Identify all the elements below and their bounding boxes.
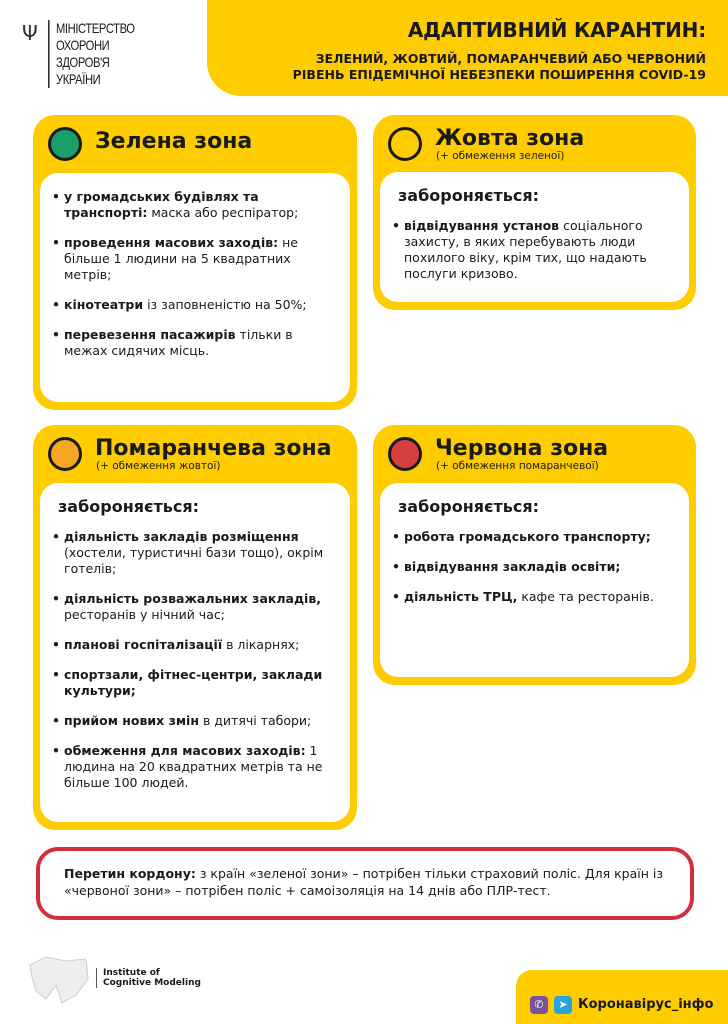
list-item (64, 529, 332, 577)
zone-body (380, 172, 689, 302)
list-item (404, 529, 671, 545)
page-title: АДАПТИВНИЙ КАРАНТИН: (407, 18, 706, 42)
orange-circle-icon (48, 437, 82, 471)
green-zone-card (33, 115, 357, 410)
list-item (404, 589, 671, 605)
item-bold: проведення масових заходів: (64, 235, 279, 250)
red-circle-icon (388, 437, 422, 471)
item-text: не більше 1 людини на 5 квадратних метрів; (64, 235, 298, 282)
item-bold: планові госпіталізації (64, 637, 223, 652)
border-crossing-note (36, 847, 694, 920)
footer-channel[interactable] (516, 970, 728, 1024)
list-item (64, 327, 332, 359)
item-bold: кінотеатри (64, 297, 144, 312)
channel-label: Коронавірус_інфо (578, 997, 714, 1012)
page-subtitle (207, 51, 706, 83)
zone-title: Зелена зона (95, 129, 253, 154)
list-item (64, 743, 332, 791)
item-text: ресторанів у нічний час; (64, 607, 225, 622)
list-item (64, 637, 332, 653)
list-item (404, 218, 671, 282)
item-bold: спортзали, фітнес-центри, заклади культури; (64, 667, 323, 698)
institute-line: Institute of (103, 968, 160, 978)
institute-line: Cognitive Modeling (103, 978, 201, 988)
item-text: із заповненістю на 50%; (143, 297, 307, 312)
item-bold: відвідування закладів освіти; (404, 559, 621, 574)
institute-logo-icon (26, 955, 92, 1005)
note-label: Перетин кордону: (64, 866, 196, 881)
item-bold: прийом нових змін (64, 713, 199, 728)
item-bold: діяльність розважальних закладів, (64, 591, 321, 606)
yellow-circle-icon (388, 127, 422, 161)
ministry-line: ЗДОРОВ'Я (56, 54, 110, 70)
ministry-logo (22, 20, 156, 88)
item-bold: відвідування установ (404, 218, 560, 233)
telegram-icon[interactable]: ➤ (554, 996, 572, 1014)
viber-icon[interactable]: ✆ (530, 996, 548, 1014)
item-text: в дитячі табори; (198, 713, 312, 728)
forbidden-label: забороняється: (398, 186, 540, 205)
orange-zone-card (33, 425, 357, 830)
subtitle-line: ЗЕЛЕНИЙ, ЖОВТИЙ, ПОМАРАНЧЕВИЙ АБО ЧЕРВОНИЙ (315, 51, 706, 66)
list-item (64, 297, 332, 313)
item-text: тільки в межах сидячих місць. (64, 327, 293, 358)
list-item (64, 713, 332, 729)
zone-title: Жовта зона (435, 126, 585, 151)
zone-subtitle: (+ обмеження помаранчевої) (436, 460, 599, 472)
ministry-line: УКРАЇНИ (56, 71, 101, 87)
green-circle-icon (48, 127, 82, 161)
list-item (64, 667, 332, 699)
item-text: в лікарнях; (222, 637, 300, 652)
zone-title: Червона зона (435, 436, 609, 461)
zone-body (40, 173, 350, 402)
forbidden-label: забороняється: (398, 497, 540, 516)
ministry-line: МІНІСТЕРСТВО (56, 20, 135, 36)
item-bold: обмеження для масових заходів: (64, 743, 306, 758)
header-banner (207, 0, 728, 96)
zone-body (40, 483, 350, 822)
item-bold: діяльність ТРЦ, (404, 589, 518, 604)
item-text: соціального захисту, в яких перебувають люди похилого віку, крім тих, що надають послуги кризово. (404, 218, 647, 281)
zone-body (380, 483, 689, 677)
list-item (64, 189, 332, 221)
item-bold: діяльність закладів розміщення (64, 529, 299, 544)
item-text: 1 людина на 20 квадратних метрів та не більше 100 людей. (64, 743, 323, 790)
list-item (64, 591, 332, 623)
note-text: з країн «зеленої зони» – потрібен тільки страховий поліс. Для країн із «червоної зони» – потрібен поліс + самоізоляція на 14 днів або ПЛР-тест. (64, 866, 663, 898)
item-text: (хостели, туристичні бази тощо), окрім готелів; (64, 545, 324, 576)
zone-subtitle: (+ обмеження зеленої) (436, 150, 565, 162)
trident-icon: Ψ (22, 21, 38, 45)
zone-title: Помаранчева зона (95, 436, 332, 461)
subtitle-line: РІВЕНЬ ЕПІДЕМІЧНОЇ НЕБЕЗПЕКИ ПОШИРЕННЯ COVID-19 (292, 67, 706, 82)
red-zone-card (373, 425, 696, 685)
item-text: маска або респіратор; (147, 205, 299, 220)
ministry-name (48, 20, 135, 88)
zone-subtitle: (+ обмеження жовтої) (96, 460, 221, 472)
item-bold: перевезення пасажирів (64, 327, 236, 342)
forbidden-label: забороняється: (58, 497, 200, 516)
institute-name (96, 968, 201, 988)
item-bold: робота громадського транспорту; (404, 529, 651, 544)
list-item (404, 559, 671, 575)
item-bold: у громадських будівлях та транспорті: (64, 189, 259, 220)
ministry-line: ОХОРОНИ (56, 37, 110, 53)
yellow-zone-card (373, 115, 696, 310)
list-item (64, 235, 332, 283)
item-text: кафе та ресторанів. (517, 589, 654, 604)
